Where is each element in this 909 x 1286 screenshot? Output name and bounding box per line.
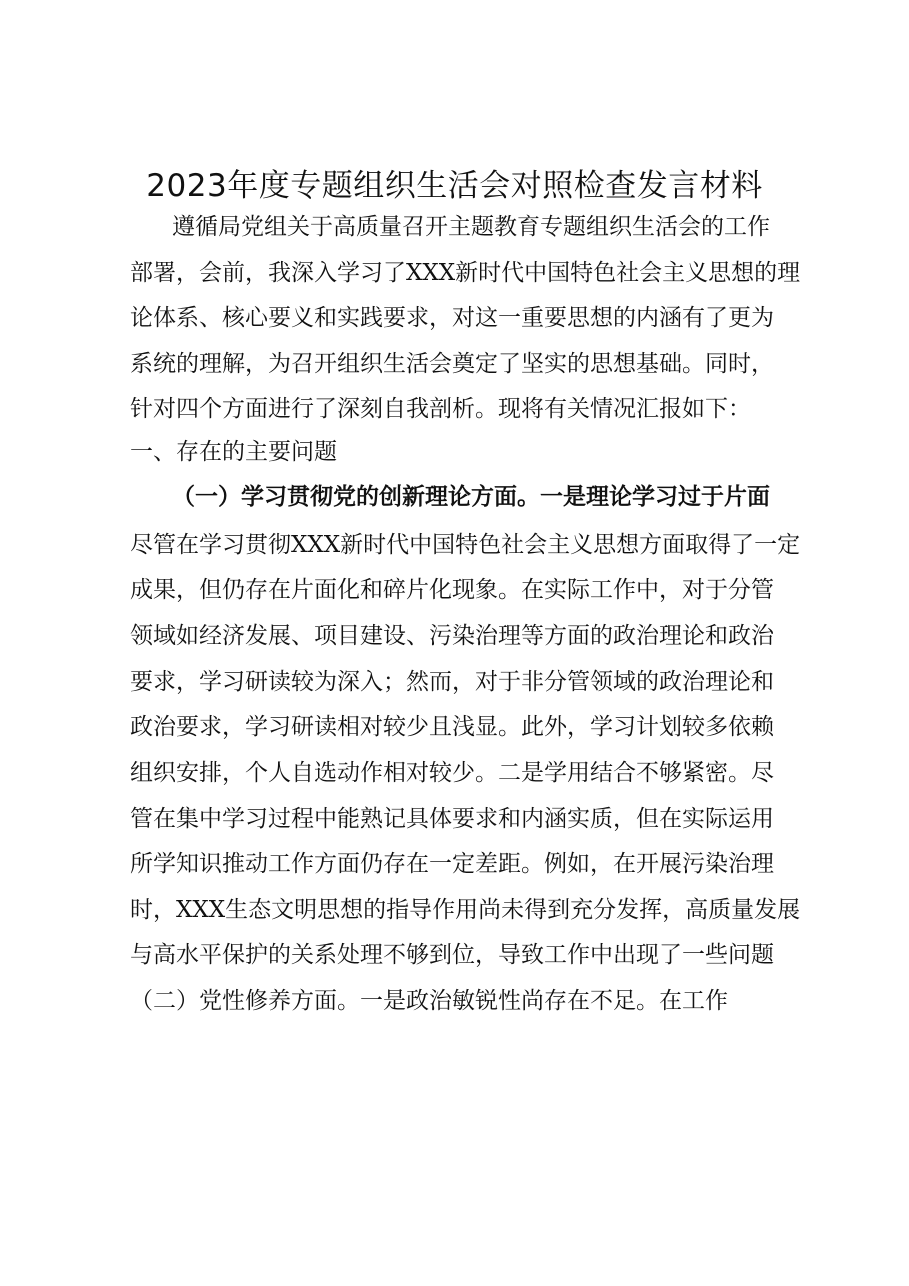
body-text-line: 组织安排，个人自选动作相对较少。二是学用结合不够紧密。尽 bbox=[130, 760, 774, 786]
body-text-line: 领域如经济发展、项目建设、污染治理等方面的政治理论和政治 bbox=[130, 623, 774, 649]
document-title: 2023年度专题组织生活会对照检查发言材料 bbox=[146, 168, 763, 204]
body-text-line: 与高水平保护的关系处理不够到位，导致工作中出现了一些问题 bbox=[130, 942, 774, 968]
body-text-line: 一、存在的主要问题 bbox=[130, 439, 337, 465]
body-text-line: 论体系、核心要义和实践要求，对这一重要思想的内涵有了更为 bbox=[130, 305, 774, 331]
body-text-line: 针对四个方面进行了深刻自我剖析。现将有关情况汇报如下： bbox=[130, 396, 751, 422]
body-text-line: 成果，但仍存在片面化和碎片化现象。在实际工作中，对于分管 bbox=[130, 577, 774, 603]
body-text-line: 管在集中学习过程中能熟记具体要求和内涵实质，但在实际运用 bbox=[130, 806, 774, 832]
body-text-line: 部署，会前，我深入学习了XXX新时代中国特色社会主义思想的理 bbox=[130, 260, 801, 286]
section-heading: （一）学习贯彻党的创新理论方面。一是理论学习过于片面 bbox=[172, 484, 770, 510]
body-text-line: 尽管在学习贯彻XXX新时代中国特色社会主义思想方面取得了一定 bbox=[130, 532, 801, 558]
body-text-line: 要求，学习研读较为深入；然而，对于非分管领域的政治理论和 bbox=[130, 669, 774, 695]
body-text-line: 系统的理解，为召开组织生活会奠定了坚实的思想基础。同时， bbox=[130, 351, 774, 377]
body-text-line: 政治要求，学习研读相对较少且浅显。此外，学习计划较多依赖 bbox=[130, 714, 774, 740]
body-text-line: （二）党性修养方面。一是政治敏锐性尚存在不足。在工作 bbox=[130, 988, 728, 1014]
body-text-line: 遵循局党组关于高质量召开主题教育专题组织生活会的工作 bbox=[172, 214, 770, 240]
body-text-line: 所学知识推动工作方面仍存在一定差距。例如，在开展污染治理 bbox=[130, 851, 774, 877]
body-text-line: 时，XXX生态文明思想的指导作用尚未得到充分发挥，高质量发展 bbox=[130, 897, 801, 923]
